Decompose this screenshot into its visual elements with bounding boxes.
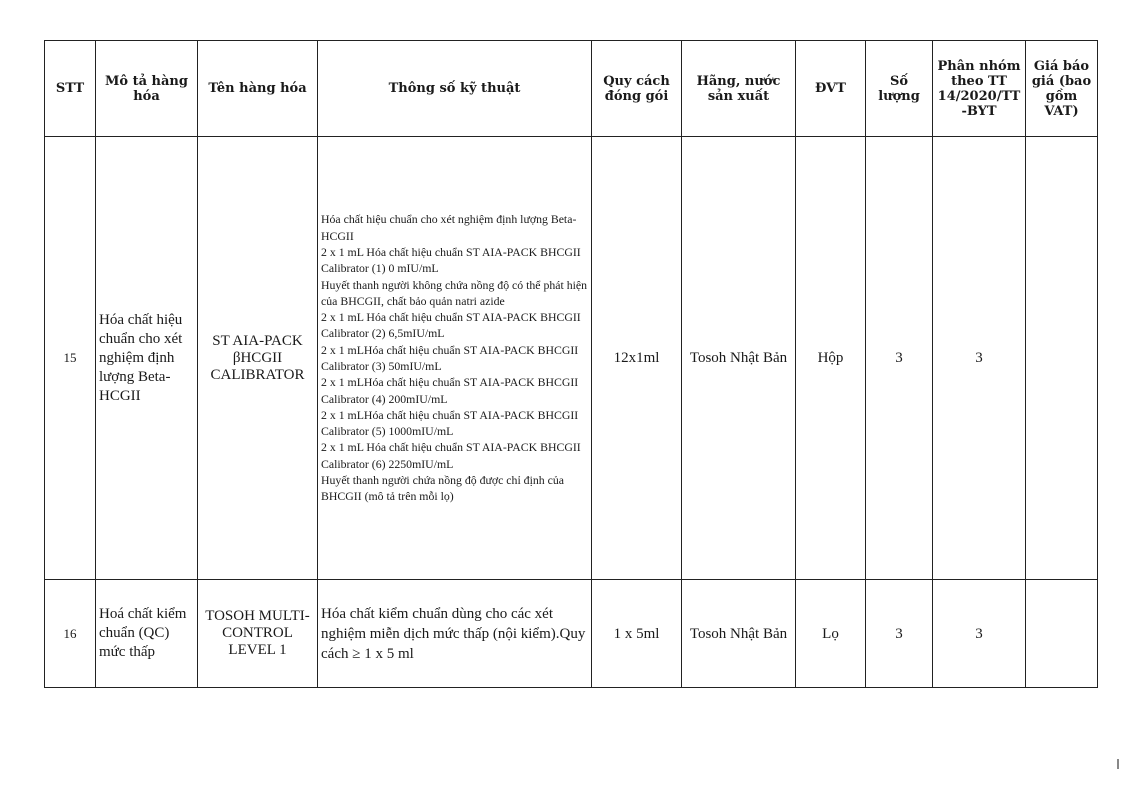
cell-group: 3 (933, 580, 1026, 688)
cell-price (1026, 137, 1098, 580)
table-row (45, 137, 1098, 580)
cell-group: 3 (933, 137, 1026, 580)
header-row (45, 41, 1098, 137)
header-quantity: Số lượng (866, 41, 933, 137)
cell-manufacturer: Tosoh Nhật Bản (682, 137, 796, 580)
scan-mark (1117, 759, 1119, 769)
cell-description: Hoá chất kiểm chuẩn (QC) mức thấp (96, 580, 198, 688)
cell-packaging: 12x1ml (592, 137, 682, 580)
cell-unit: Lọ (796, 580, 866, 688)
header-stt: STT (45, 41, 96, 137)
header-description: Mô tả hàng hóa (96, 41, 198, 137)
cell-manufacturer: Tosoh Nhật Bản (682, 580, 796, 688)
cell-stt: 16 (45, 580, 96, 688)
cell-packaging: 1 x 5ml (592, 580, 682, 688)
cell-description: Hóa chất hiệu chuẩn cho xét nghiệm định lượng Beta-HCGII (96, 137, 198, 580)
cell-product-name: TOSOH MULTI-CONTROL LEVEL 1 (198, 580, 318, 688)
cell-specification: Hóa chất kiểm chuẩn dùng cho các xét nghiệm miễn dịch mức thấp (nội kiểm).Quy cách ≥ 1 x 5 ml (318, 580, 592, 688)
cell-product-name: ST AIA-PACK βHCGII CALIBRATOR (198, 137, 318, 580)
header-specification: Thông số kỹ thuật (318, 41, 592, 137)
header-manufacturer: Hãng, nước sản xuất (682, 41, 796, 137)
header-price: Giá báo giá (bao gồm VAT) (1026, 41, 1098, 137)
cell-specification: Hóa chất hiệu chuẩn cho xét nghiệm định lượng Beta- HCGII 2 x 1 mL Hóa chất hiệu chuẩn ST AIA-PACK BHCGII Calibrator (1) 0 mIU/mL Huyết thanh người không chứa nồng độ có thể phát hiện của BHCGII, chất bảo quản natri azide 2 x 1 mL Hóa chất hiệu chuẩn ST AIA-PACK BHCGII Calibrator (2) 6,5mIU/mL 2 x 1 mLHóa chất hiệu chuẩn ST AIA-PACK BHCGII Calibrator (3) 50mIU/mL 2 x 1 mLHóa chất hiệu chuẩn ST AIA-PACK BHCGII Calibrator (4) 200mIU/mL 2 x 1 mLHóa chất hiệu chuẩn ST AIA-PACK BHCGII Calibrator (5) 1000mIU/mL 2 x 1 mL Hóa chất hiệu chuẩn ST AIA-PACK BHCGII Calibrator (6) 2250mIU/mL Huyết thanh người chứa nồng độ được chỉ định của BHCGII (mô tả trên mỗi lọ) (318, 137, 592, 580)
header-group: Phân nhóm theo TT 14/2020/TT -BYT (933, 41, 1026, 137)
product-table (44, 40, 1098, 688)
cell-quantity: 3 (866, 137, 933, 580)
cell-stt: 15 (45, 137, 96, 580)
cell-quantity: 3 (866, 580, 933, 688)
cell-price (1026, 580, 1098, 688)
header-unit: ĐVT (796, 41, 866, 137)
header-packaging: Quy cách đóng gói (592, 41, 682, 137)
table-row (45, 580, 1098, 688)
header-product-name: Tên hàng hóa (198, 41, 318, 137)
cell-unit: Hộp (796, 137, 866, 580)
